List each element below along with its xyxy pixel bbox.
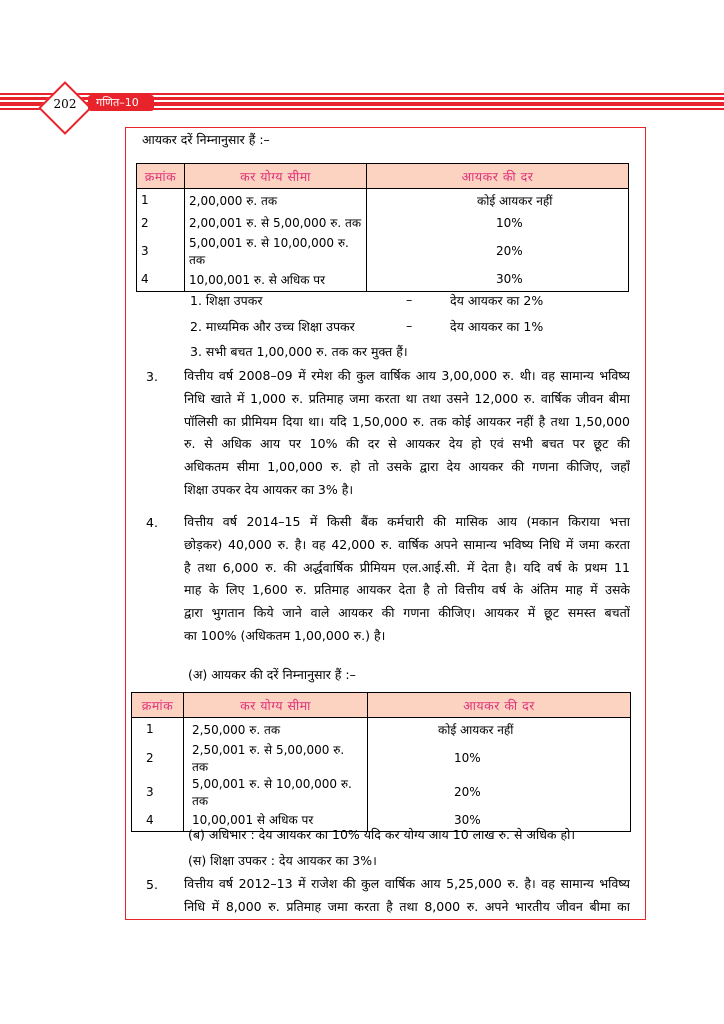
- cell-rate: 20%: [368, 775, 631, 809]
- cell-rate: 10%: [367, 212, 629, 235]
- text-line: शिक्षा उपकर देय आयकर का 3% है।: [184, 481, 354, 497]
- table-header-serial: क्रमांक: [132, 693, 184, 718]
- table-row: [137, 234, 629, 268]
- text-line: निधि खाते में 1,000 रु. प्रतिमाह जमा करता था तथा उसने 12,000 रु. वार्षिक जीवन बीमा: [184, 390, 630, 406]
- tax-rate-table-1: [136, 163, 629, 292]
- sub-heading-a: (अ) आयकर की दरें निम्नानुसार हैं :–: [188, 667, 356, 682]
- text-line: वित्तीय वर्ष 2012–13 में राजेश की कुल वार्षिक आय 5,25,000 रु. है। वह सामान्य भविष्य: [184, 876, 630, 891]
- cell-slab: 2,00,000 रु. तक: [185, 189, 367, 212]
- cell-slab: 10,00,001 रु. से अधिक पर: [185, 268, 367, 291]
- cell-rate: 20%: [367, 234, 629, 268]
- question-number: 4.: [146, 515, 158, 530]
- note-label: 3. सभी बचत 1,00,000 रु. तक कर मुक्त हैं।: [190, 344, 408, 359]
- text-line: वित्तीय वर्ष 2014–15 में किसी बैंक कर्मचारी की मासिक आय (मकान किराया भत्ता: [184, 514, 630, 529]
- intro-text: आयकर दरें निम्नानुसार हैं :–: [142, 132, 270, 147]
- text-line: रु. से अधिक आय पर 10% की दर से आयकर देय हो एवं सभी बचत पर छूट की: [184, 436, 630, 452]
- note-education-cess: (स) शिक्षा उपकर : देय आयकर का 3%।: [188, 853, 377, 868]
- note-value: देय आयकर का 2%: [450, 293, 544, 308]
- cell-serial: 2: [137, 212, 185, 235]
- question-number: 5.: [146, 877, 158, 892]
- subject-label: गणित–10: [88, 95, 154, 111]
- cell-rate: 30%: [367, 268, 629, 291]
- text-line: निधि में 8,000 रु. प्रतिमाह जमा करता है तथा 8,000 रु. अपने भारतीय जीवन बीमा का: [184, 898, 630, 914]
- text-line: माह के लिए 1,600 रु. प्रतिमाह आयकर देता है तो वित्तीय वर्ष के अंतिम माह में उसके: [184, 582, 630, 598]
- table-row: [137, 212, 629, 235]
- table-row: [132, 718, 631, 741]
- note-value: देय आयकर का 1%: [450, 319, 544, 334]
- table-row: [137, 268, 629, 291]
- cell-rate: 30%: [368, 809, 631, 832]
- page-number: 202: [53, 97, 77, 111]
- cell-slab: 5,00,001 रु. से 10,00,000 रु. तक: [185, 234, 367, 268]
- question-3-text: [184, 365, 630, 502]
- cell-rate: कोई आयकर नहीं: [367, 189, 629, 212]
- cell-serial: 1: [132, 718, 184, 741]
- note-label: 1. शिक्षा उपकर: [190, 293, 263, 308]
- note-surcharge: (ब) अधिभार : देय आयकर का 10% यदि कर योग्य आय 10 लाख रु. से अधिक हो।: [188, 827, 576, 842]
- note-dash: –: [406, 318, 413, 333]
- cell-serial: 3: [132, 775, 184, 809]
- cell-serial: 4: [137, 268, 185, 291]
- table-header-slab: कर योग्य सीमा: [184, 693, 368, 718]
- text-line: द्वारा भुगतान किये जाने वाले आयकर की गणना कीजिए। आयकर में छूट समस्त बचतों: [184, 605, 630, 621]
- tax-rate-table-2: [131, 692, 631, 832]
- table-header-serial: क्रमांक: [137, 164, 185, 189]
- cell-rate: कोई आयकर नहीं: [368, 718, 631, 741]
- cell-slab: 2,00,001 रु. से 5,00,000 रु. तक: [185, 212, 367, 235]
- table-header-slab: कर योग्य सीमा: [185, 164, 367, 189]
- text-line: अधिकतम सीमा 1,00,000 रु. हो तो उसके द्वारा देय आयकर की गणना कीजिए, जहाँ: [184, 459, 630, 475]
- table-header-rate: आयकर की दर: [368, 693, 631, 718]
- note-dash: –: [406, 292, 413, 307]
- text-line: का 100% (अधिकतम 1,00,000 रु.) है।: [184, 627, 386, 643]
- text-line: छोड़कर) 40,000 रु. है। वह 42,000 रु. वार्षिक अपने सामान्य भविष्य निधि में जमा करता: [184, 536, 630, 552]
- question-4-text: [184, 511, 630, 648]
- cell-serial: 2: [132, 741, 184, 775]
- cell-slab: 5,00,001 रु. से 10,00,000 रु. तक: [184, 775, 368, 809]
- cell-slab: 2,50,001 रु. से 5,00,000 रु. तक: [184, 741, 368, 775]
- cell-serial: 4: [132, 809, 184, 832]
- cell-serial: 1: [137, 189, 185, 212]
- question-5-text: [184, 873, 630, 919]
- table-row: [132, 741, 631, 775]
- text-line: है तथा 6,000 रु. की अर्द्धवार्षिक प्रीमियम एल.आई.सी. में देता है। यदि वर्ष के प्रथम 11: [184, 559, 630, 575]
- question-number: 3.: [146, 369, 158, 384]
- cell-slab: 2,50,000 रु. तक: [184, 718, 368, 741]
- table-header-rate: आयकर की दर: [367, 164, 629, 189]
- note-label: 2. माध्यमिक और उच्च शिक्षा उपकर: [190, 319, 355, 334]
- text-line: वित्तीय वर्ष 2008–09 में रमेश की कुल वार्षिक आय 3,00,000 रु. थी। वह सामान्य भविष्य: [184, 368, 630, 383]
- cell-rate: 10%: [368, 741, 631, 775]
- table-row: [137, 189, 629, 212]
- cell-slab: 10,00,001 से अधिक पर: [184, 809, 368, 832]
- table-row: [132, 775, 631, 809]
- text-line: पॉलिसी का प्रीमियम दिया था। यदि 1,50,000 रु. तक कोई आयकर नहीं है तथा 1,50,000: [184, 413, 630, 429]
- cell-serial: 3: [137, 234, 185, 268]
